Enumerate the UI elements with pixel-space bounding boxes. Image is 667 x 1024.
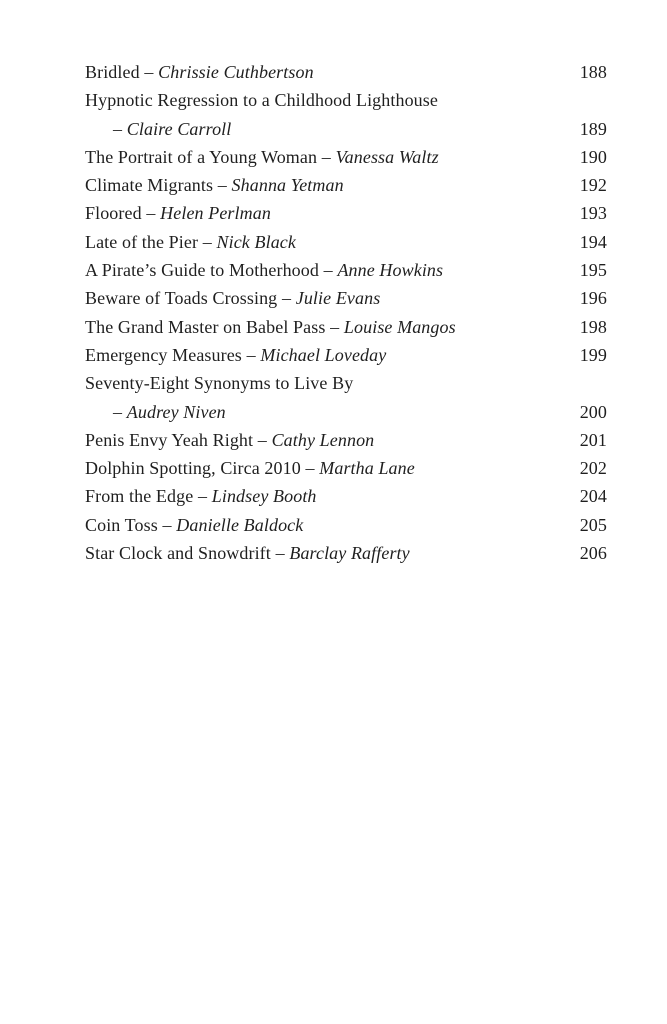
toc-entry-page-number: 189 [579, 118, 607, 139]
toc-entry-title: A Pirate’s Guide to Motherhood [85, 260, 319, 281]
toc-entry-page-number: 188 [579, 62, 607, 82]
toc-entry-separator: – [113, 401, 123, 422]
toc-entry-title: Star Clock and Snowdrift [85, 543, 271, 564]
toc-entry-separator: – [330, 316, 340, 337]
toc-entry-page-number: 202 [579, 458, 607, 479]
toc-entry-author: Helen Perlman [160, 203, 271, 224]
toc-entry [85, 511, 607, 539]
toc-entry-page-number: 205 [579, 514, 607, 535]
toc-entry-separator: – [202, 231, 212, 252]
toc-entry-author-line [85, 115, 607, 143]
toc-entry-author: Cathy Lennon [271, 429, 375, 450]
toc-entry-title-line [85, 86, 607, 114]
toc-entry-separator: – [321, 146, 331, 167]
toc-entry [85, 284, 607, 312]
toc-entry-separator: – [217, 175, 227, 196]
toc-entry-separator: – [246, 344, 256, 365]
toc-entry-text [85, 482, 329, 510]
toc-entry-text [85, 284, 392, 312]
toc-entry-page-number: 201 [579, 429, 607, 450]
toc-entry-title: Seventy-Eight Synonyms to Live By [85, 373, 354, 394]
toc-entry-page-number: 198 [579, 316, 607, 337]
toc-entry-title: Emergency Measures [85, 344, 242, 365]
toc-entry-separator: – [305, 458, 315, 479]
toc-entry-author: Nick Black [216, 231, 296, 252]
toc-entry-text [85, 539, 422, 567]
toc-entry-title: Climate Migrants [85, 175, 214, 196]
toc-entry-page-number: 195 [579, 260, 607, 281]
toc-entry [85, 454, 607, 482]
toc-entry-text [85, 199, 283, 227]
toc-entry [85, 341, 607, 369]
toc-entry-author: Danielle Baldock [176, 514, 304, 535]
toc-entry-separator: – [197, 486, 208, 507]
toc-entry-page-number: 204 [579, 486, 607, 507]
toc-entry-text [85, 171, 356, 199]
toc-entry-author: Louise Mangos [343, 316, 456, 337]
toc-entry-separator: – [323, 260, 333, 281]
toc-entry [85, 313, 607, 341]
toc-entry-page-number: 199 [579, 344, 607, 365]
toc-entry-separator: – [162, 514, 172, 535]
toc-entry-text [85, 115, 243, 143]
toc-entry-separator: – [275, 543, 285, 564]
toc-entry-page-number: 206 [579, 543, 607, 564]
toc-entry [85, 143, 607, 171]
toc-entry [85, 228, 607, 256]
toc-entry-page-number: 200 [579, 401, 607, 422]
toc-entry-author: Barclay Rafferty [289, 543, 410, 564]
toc-entry-author: Vanessa Waltz [335, 146, 439, 167]
toc-entry [85, 58, 607, 86]
toc-entry-author: Julie Evans [295, 288, 381, 309]
toc-entry-author: Martha Lane [319, 458, 415, 479]
toc-entry-page-number: 190 [579, 146, 607, 167]
toc-entry-text [85, 454, 427, 482]
toc-entry-title: The Grand Master on Babel Pass [85, 316, 326, 337]
toc-entry-text [85, 511, 315, 539]
toc-entry-title: Dolphin Spotting, Circa 2010 [85, 458, 301, 479]
toc-list [85, 58, 607, 567]
toc-entry-separator: – [257, 429, 267, 450]
toc-entry-separator: – [113, 118, 123, 139]
toc-entry-title: Floored [85, 203, 142, 224]
toc-entry-title: Late of the Pier [85, 231, 199, 252]
toc-entry [85, 171, 607, 199]
toc-entry-page-number: 193 [579, 203, 607, 224]
toc-entry [85, 426, 607, 454]
toc-entry-author: Michael Loveday [260, 344, 387, 365]
toc-entry [85, 256, 607, 284]
toc-entry [85, 539, 607, 567]
toc-entry-author: Chrissie Cuthbertson [158, 62, 314, 82]
toc-entry-author: Shanna Yetman [231, 175, 344, 196]
toc-entry [85, 482, 607, 510]
toc-entry-author: Audrey Niven [126, 401, 226, 422]
toc-entry-title: Bridled [85, 62, 140, 82]
toc-entry-title: Beware of Toads Crossing [85, 288, 278, 309]
toc-entry-title: Hypnotic Regression to a Childhood Lighthouse [85, 90, 438, 111]
toc-entry-text [85, 256, 455, 284]
toc-entry-page-number: 192 [579, 175, 607, 196]
toc-entry-separator: – [281, 288, 292, 309]
toc-entry-text [85, 398, 238, 426]
toc-entry-text [85, 313, 468, 341]
toc-entry-text [85, 143, 451, 171]
toc-entry-title: From the Edge [85, 486, 194, 507]
toc-entry-title-line [85, 369, 607, 397]
toc-entry-text [85, 228, 308, 256]
toc-entry-page-number: 196 [579, 288, 607, 309]
toc-entry-title: The Portrait of a Young Woman [85, 146, 318, 167]
toc-entry-author: Claire Carroll [126, 118, 232, 139]
toc-entry-separator: – [144, 62, 154, 82]
toc-entry-title: Penis Envy Yeah Right [85, 429, 254, 450]
toc-entry-text [85, 426, 386, 454]
toc-entry-author-line [85, 398, 607, 426]
toc-entry-title: Coin Toss [85, 514, 158, 535]
toc-entry [85, 199, 607, 227]
toc-entry-author: Lindsey Booth [211, 486, 317, 507]
toc-entry-separator: – [146, 203, 156, 224]
toc-entry-page-number: 194 [579, 231, 607, 252]
toc-entry-author: Anne Howkins [337, 260, 444, 281]
toc-entry-text [85, 58, 326, 86]
toc-entry-text [85, 341, 398, 369]
